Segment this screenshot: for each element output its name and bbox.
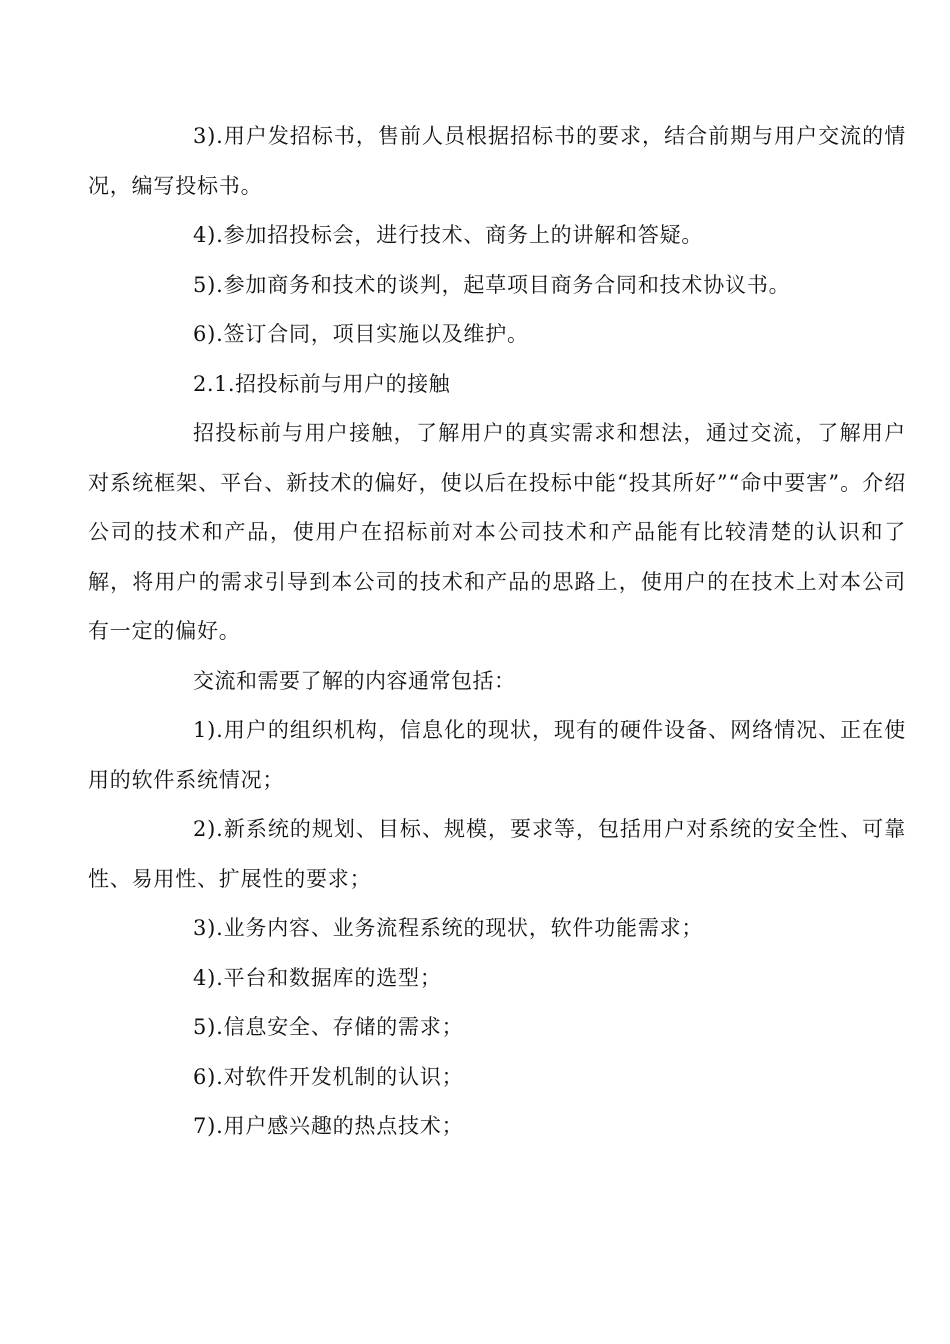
content-item-1: 1).用户的组织机构，信息化的现状，现有的硬件设备、网络情况、正在使用的软件系统情况； bbox=[88, 718, 906, 792]
content-item-2: 2).新系统的规划、目标、规模，要求等，包括用户对系统的安全性、可靠性、易用性、扩展性的要求； bbox=[88, 817, 906, 891]
content-intro: 交流和需要了解的内容通常包括： bbox=[193, 668, 516, 693]
section-heading: 2.1.招投标前与用户的接触 bbox=[193, 371, 451, 396]
content-item-7: 7).用户感兴趣的热点技术； bbox=[193, 1114, 464, 1138]
stage-item-5: 5).参加商务和技术的谈判，起草项目商务合同和技术协议书。 bbox=[193, 272, 791, 297]
content-item-5: 5).信息安全、存储的需求； bbox=[193, 1015, 464, 1039]
content-item-6: 6).对软件开发机制的认识； bbox=[193, 1064, 464, 1089]
content-item-4: 4).平台和数据库的选型； bbox=[193, 965, 442, 990]
section-body-paragraph: 招投标前与用户接触，了解用户的真实需求和想法，通过交流，了解用户对系统框架、平台、新技术的偏好，使以后在投标中能“投其所好”“命中要害”。介绍公司的技术和产品，使用户在招标前对本公司技术和产品能有比较清楚的认识和了解，将用户的需求引导到本公司的技术和产品的思路上，使用户的在技术上对本公司有一定的偏好。 bbox=[88, 421, 906, 643]
stage-item-4: 4).参加招投标会，进行技术、商务上的讲解和答疑。 bbox=[193, 223, 704, 247]
stage-item-3: 3).用户发招标书，售前人员根据招标书的要求，结合前期与用户交流的情况，编写投标书。 bbox=[88, 124, 906, 198]
content-item-3: 3).业务内容、业务流程系统的现状，软件功能需求； bbox=[193, 916, 704, 940]
stage-item-6: 6).签订合同，项目实施以及维护。 bbox=[193, 322, 529, 346]
document-page bbox=[88, 112, 906, 1152]
